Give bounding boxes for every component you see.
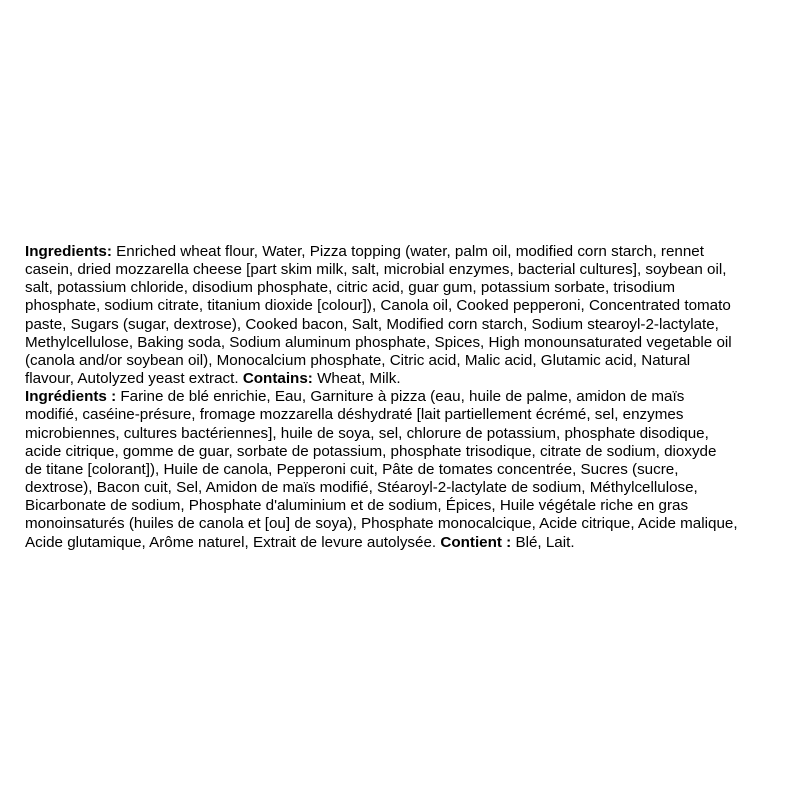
french-contains-text: Blé, Lait.: [511, 533, 575, 551]
english-ingredients: [25, 243, 785, 388]
english-line-2: casein, dried mozzarella cheese [part skim milk, salt, microbial enzymes, bacterial cultures], soybean oil,: [25, 261, 727, 279]
english-line-6: Methylcellulose, Baking soda, Sodium aluminum phosphate, Spices, High monounsaturated vegetable oil: [25, 333, 732, 351]
english-line-7: (canola and/or soybean oil), Monocalcium phosphate, Citric acid, Malic acid, Glutamic acid, Natural: [25, 351, 691, 369]
english-line-8: flavour, Autolyzed yeast extract. Contains: Wheat, Milk.: [25, 370, 401, 388]
english-line-4: phosphate, sodium citrate, titanium dioxide [colour]), Canola oil, Cooked pepperoni, Concentrated tomato: [25, 297, 731, 315]
english-contains-text: Wheat, Milk.: [312, 370, 401, 388]
french-line-2: modifié, caséine-présure, fromage mozzarella déshydraté [lait partiellement écrémé, sel, enzymes: [25, 406, 684, 424]
french-contains-label: Contient :: [440, 533, 512, 551]
english-line-3: salt, potassium chloride, disodium phosphate, citric acid, guar gum, potassium sorbate, trisodium: [25, 279, 675, 297]
french-line-4: acide citrique, gomme de guar, sorbate de potassium, phosphate trisodique, citrate de sodium, dioxyde: [25, 442, 717, 460]
french-line-9: Acide glutamique, Arôme naturel, Extrait de levure autolysée. Contient : Blé, Lait.: [25, 533, 575, 551]
french-heading: Ingrédients :: [25, 388, 117, 406]
french-line-5: de titane [colorant]), Huile de canola, Pepperoni cuit, Pâte de tomates concentrée, Sucres (sucre,: [25, 460, 679, 478]
ingredients-label: [25, 243, 785, 552]
french-line-1: Ingrédients : Farine de blé enrichie, Eau, Garniture à pizza (eau, huile de palme, amidon de maïs: [25, 388, 685, 406]
french-line-7: Bicarbonate de sodium, Phosphate d'aluminium et de sodium, Épices, Huile végétale riche en gras: [25, 497, 689, 515]
french-ingredients: [25, 388, 785, 551]
english-line-1: Ingredients: Enriched wheat flour, Water, Pizza topping (water, palm oil, modified corn starch, rennet: [25, 243, 704, 260]
english-line-5: paste, Sugars (sugar, dextrose), Cooked bacon, Salt, Modified corn starch, Sodium stearoyl-2-lactylate,: [25, 315, 719, 333]
french-line-8: monoinsaturés (huiles de canola et [ou] de soya), Phosphate monocalcique, Acide citrique, Acide malique,: [25, 515, 738, 533]
english-contains-label: Contains:: [242, 370, 313, 388]
french-line-6: dextrose), Bacon cuit, Sel, Amidon de maïs modifié, Stéaroyl-2-lactylate de sodium, Méthylcellulose,: [25, 479, 698, 497]
french-line-3: microbiennes, cultures bactériennes], huile de soya, sel, chlorure de potassium, phosphate disodique,: [25, 424, 709, 442]
english-heading: Ingredients:: [25, 243, 112, 260]
